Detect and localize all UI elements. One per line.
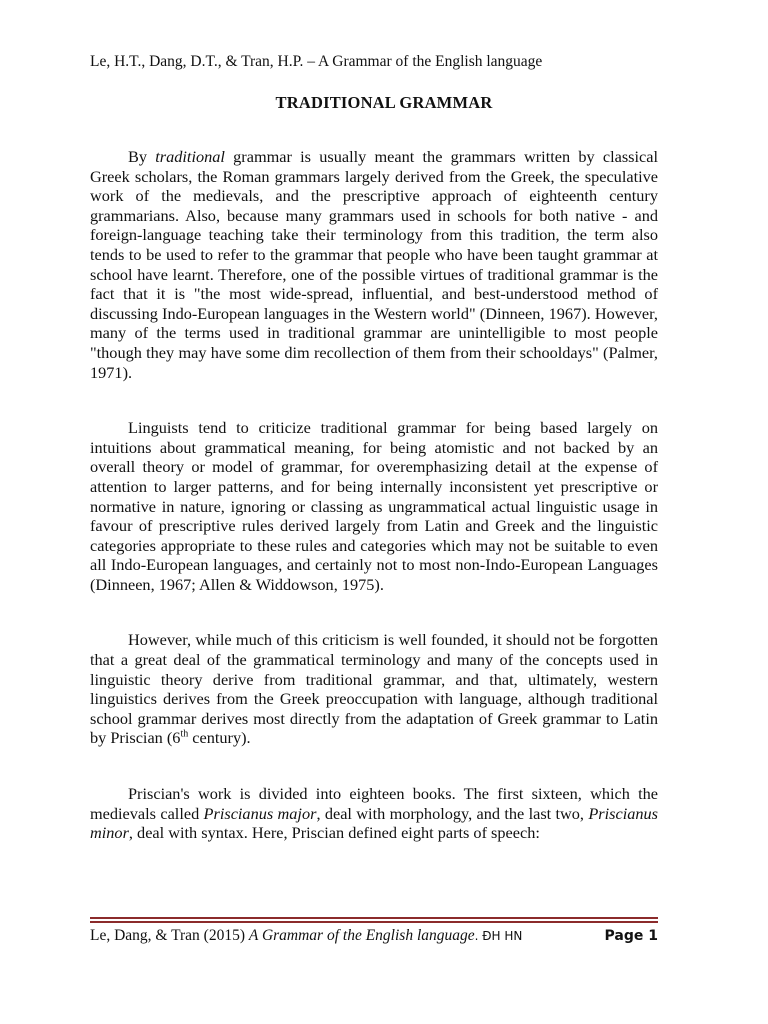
page-number: Page 1 <box>604 928 658 944</box>
paragraph-4-text-3: , deal with syntax. Here, Priscian defined eight parts of speech: <box>128 823 540 843</box>
paragraph-1-text: grammar is usually meant the grammars written by classical Greek scholars, the Roman grammars largely derived from the Greek, the speculative work of the medievals, and the prescriptive approach of eighteenth century grammarians. Also, because many grammars used in schools for both native - and foreign-language teaching take their terminology from this tradition, the term also tends to be used to refer to the grammar that people who have been taught grammar at school have learnt. Therefore, one of the possible virtues of traditional grammar is the fact that it is "the most wide-spread, influential, and best-understood method of discussing Indo-European languages in the Western world" (Dinneen, 1967). However, many of the terms used in traditional grammar are unintelligible to most people "though they may have some dim recollection of them from their schooldays" (Palmer, 1971). <box>90 147 659 382</box>
paragraph-2 <box>90 418 658 594</box>
running-header-text: Le, H.T., Dang, D.T., & Tran, H.P. – A Grammar of the English language <box>90 53 543 70</box>
paragraph-2-text: Linguists tend to criticize traditional grammar for being based largely on intuitions about grammatical meaning, for being atomistic and not backed by an overall theory or model of grammar, for overemphasizing detail at the expense of attention to larger patterns, and for being internally inconsistent yet prescriptive or normative in nature, ignoring or classing as ungrammatical actual linguistic usage in favour of prescriptive rules derived largely from Latin and Greek and the linguistic categories appropriate to these rules and categories which may not be suitable to even all Indo-European languages, and certainly not to most non-Indo-European Languages (Dinneen, 1967; Allen & Widdowson, 1975). <box>90 418 658 594</box>
paragraph-3-text: However, while much of this criticism is well founded, it should not be forgotten that a great deal of the grammatical terminology and many of the concepts used in linguistic theory derive from traditional grammar, and that, ultimately, western linguistics derives from the Greek preoccupation with language, although traditional school grammar derives most directly from the adaptation of Greek grammar to Latin by Priscian (6 <box>90 630 658 748</box>
paragraph-4 <box>90 784 658 843</box>
paragraph-4-text-1: Priscian's work is divided into eighteen books. The first sixteen, which the medievals called <box>90 784 658 823</box>
paragraph-1-emphasis: traditional <box>155 147 225 166</box>
section-title: TRADITIONAL GRAMMAR <box>275 93 493 112</box>
paragraph-3-superscript: th <box>180 729 189 741</box>
paragraph-4-emphasis-1: Priscianus major <box>203 803 317 823</box>
paragraph-4-emphasis-2: Priscianus minor <box>90 803 658 843</box>
paragraph-3-end: century). <box>188 728 251 748</box>
footer-citation <box>90 926 522 946</box>
footer-authors: Le, Dang, & Tran (2015) <box>90 927 249 944</box>
footer-rule-top <box>90 917 658 919</box>
body-text <box>90 147 658 879</box>
footer-book-title: A Grammar of the English language <box>248 927 475 944</box>
paragraph-4-text-2: , deal with morphology, and the last two, <box>316 803 589 823</box>
running-header <box>90 52 690 72</box>
footer-rule-bottom <box>90 921 658 923</box>
paragraph-1 <box>90 147 658 382</box>
paragraph-1-intro: By <box>128 147 156 166</box>
paragraph-3 <box>90 630 658 748</box>
footer-suffix: . ĐH HN <box>474 929 523 943</box>
